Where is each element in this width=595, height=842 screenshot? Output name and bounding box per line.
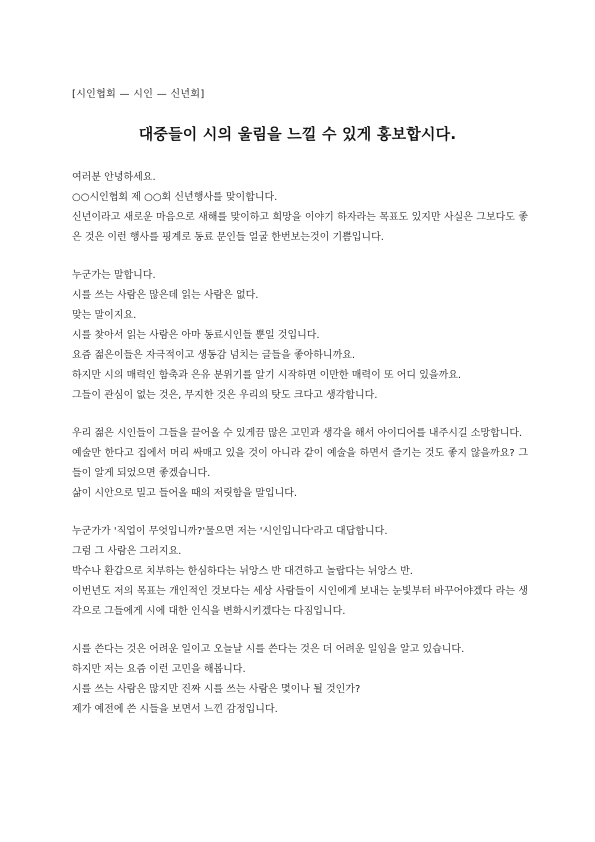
body-line: 삶이 시안으로 밀고 들어올 때의 저릿함을 말입니다. (72, 488, 298, 499)
body-line: 이번년도 저의 목표는 개인적인 것보다는 세상 사람들이 시인에게 보내는 눈빛부터 바꾸어야겠다 라는 생각으로 그들에게 시에 대한 인식을 변화시키겠다는 다짐입니다. (72, 586, 528, 617)
paragraph-gap (72, 504, 528, 522)
body-line: ○○시인협회 제 ○○회 신년행사를 맞이합니다. (72, 192, 278, 203)
body-line: 그들이 관심이 없는 것은, 무지한 것은 우리의 탓도 크다고 생각합니다. (72, 390, 378, 401)
body-line: 예술만 한다고 집에서 머리 싸매고 있을 것이 아니라 같이 예술을 하면서 즐기는 것도 좋지 않을까요? 그들이 알게 되었으면 좋겠습니다. (72, 448, 528, 479)
paragraph-gap (72, 622, 528, 640)
document-body (72, 168, 528, 720)
document-tag: [시인협회 — 시인 — 신년회] (72, 89, 205, 100)
body-line: 신년이라고 새로운 마음으로 새해를 맞이하고 희망을 이야기 하자라는 목표도 있지만 사실은 그보다도 좋은 것은 이런 행사를 핑계로 동료 문인들 얼굴 한번보는것이 기쁨입니다. (72, 212, 528, 243)
document-title: 대중들이 시의 울림을 느낄 수 있게 홍보합시다. (138, 125, 457, 143)
body-line: 하지만 시의 매력인 함축과 은유 분위기를 알기 시작하면 이만한 매력이 또 어디 있을까요. (72, 370, 462, 381)
paragraph-gap (72, 406, 528, 424)
body-line: 시를 쓰는 사람은 많지만 진짜 시를 쓰는 사람은 몇이나 될 것인가? (72, 684, 361, 695)
body-line: 우리 젊은 시인들이 그들을 끌어올 수 있게끔 많은 고민과 생각을 해서 아이디어를 내주시길 소망합니다. (72, 428, 523, 439)
body-line: 맞는 말이지요. (72, 310, 137, 321)
body-line: 시를 찾아서 읽는 사람은 아마 동료시인들 뿐일 것입니다. (72, 330, 320, 341)
body-line: 박수나 환갑으로 치부하는 한심하다는 뉘앙스 반 대견하고 놀랍다는 뉘앙스 반. (72, 566, 413, 577)
body-line: 누군가는 말합니다. (72, 270, 156, 281)
body-line: 하지만 저는 요즘 이런 고민을 해봅니다. (72, 664, 246, 675)
body-line: 제가 예전에 쓴 시들을 보면서 느낀 감정입니다. (72, 704, 278, 715)
body-line: 누군가가 '직업이 무엇입니까?'물으면 저는 '시인입니다'라고 대답합니다. (72, 526, 388, 537)
paragraph-gap (72, 248, 528, 266)
body-line: 시를 쓴다는 것은 어려운 일이고 오늘날 시를 쓴다는 것은 더 어려운 일임을 알고 있습니다. (72, 644, 465, 655)
body-line: 요즘 젊은이들은 자극적이고 생동감 넘치는 글들을 좋아하니까요. (72, 350, 356, 361)
body-line: 여러분 안녕하세요. (72, 172, 156, 183)
body-line: 시를 쓰는 사람은 많은데 읽는 사람은 없다. (72, 290, 259, 301)
body-line: 그럼 그 사람은 그러지요. (72, 546, 182, 557)
